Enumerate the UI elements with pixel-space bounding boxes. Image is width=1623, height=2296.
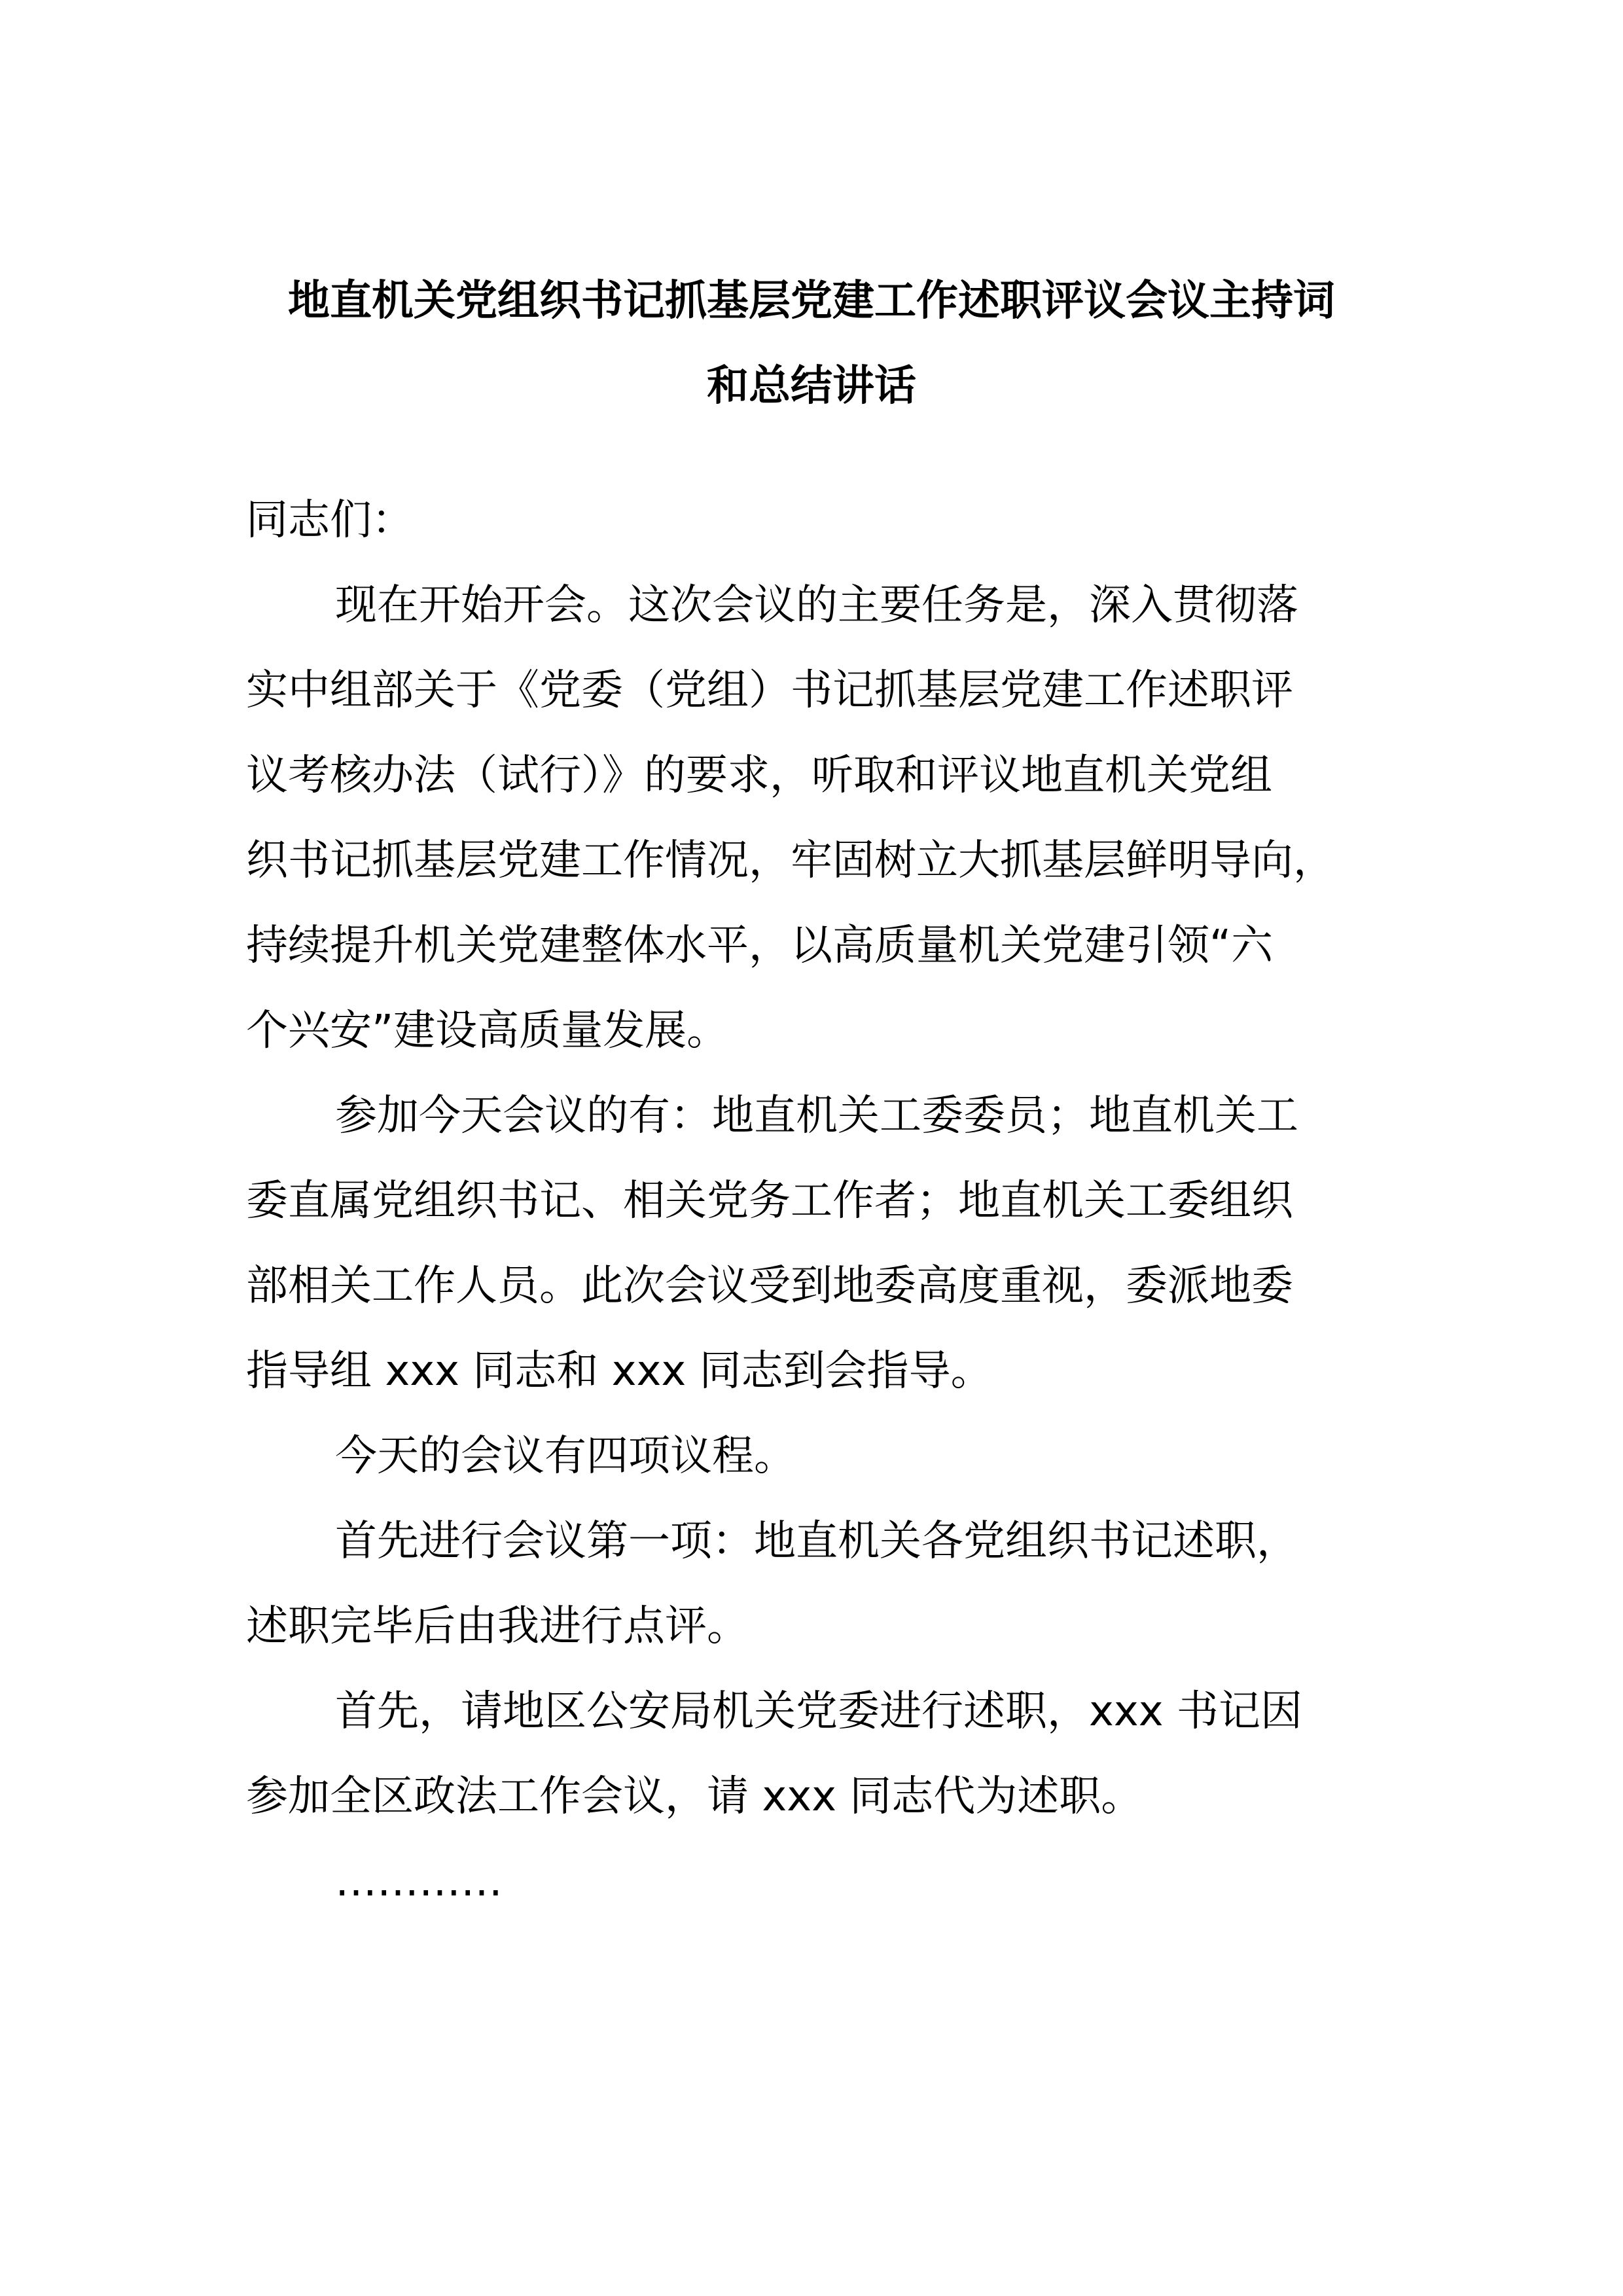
paragraph-first-report xyxy=(246,1669,1378,1839)
paragraph-item-one xyxy=(246,1499,1378,1669)
paragraph-line: 现在开始开会。这次会议的主要任务是，深入贯彻落 xyxy=(335,581,1298,630)
paragraph-line: 议考核办法（试行）》的要求，听取和评议地直机关党组 xyxy=(246,751,1272,800)
paragraph-line: 首先，请地区公安局机关党委进行述职，xxx 书记因 xyxy=(335,1687,1302,1736)
paragraph-line: 指导组 xxx 同志和 xxx 同志到会指导。 xyxy=(246,1347,993,1395)
paragraph-line: 个兴安”建设高质量发展。 xyxy=(246,1007,729,1055)
paragraph-line: 委直属党组织书记、相关党务工作者；地直机关工委组织 xyxy=(246,1177,1293,1225)
paragraph-line: 参加今天会议的有：地直机关工委委员；地直机关工 xyxy=(335,1092,1298,1140)
paragraph-line: 织书记抓基层党建工作情况，牢固树立大抓基层鲜明导向， xyxy=(246,836,1335,885)
paragraph-attendees xyxy=(246,1073,1378,1414)
paragraph-meeting-purpose xyxy=(246,563,1378,1073)
ellipsis: ………… xyxy=(335,1857,503,1906)
salutation: 同志们： xyxy=(246,496,414,545)
paragraph-agenda xyxy=(246,1414,1378,1499)
document-title xyxy=(246,259,1377,429)
paragraph-line: 今天的会议有四项议程。 xyxy=(335,1432,796,1480)
title-line-2: 和总结讲话 xyxy=(707,362,916,410)
paragraph-line: 参加全区政法工作会议，请 xxx 同志代为述职。 xyxy=(246,1772,1143,1821)
paragraph-line: 述职完毕后由我进行点评。 xyxy=(246,1602,749,1651)
paragraph-line: 部相关工作人员。此次会议受到地委高度重视，委派地委 xyxy=(246,1262,1293,1310)
document-body xyxy=(246,478,1378,1924)
paragraph-ellipsis xyxy=(246,1839,1378,1924)
title-line-1: 地直机关党组织书记抓基层党建工作述职评议会议主持词 xyxy=(288,277,1335,325)
paragraph-line: 持续提升机关党建整体水平，以高质量机关党建引领“六 xyxy=(246,922,1274,970)
paragraph-line: 实中组部关于《党委（党组）书记抓基层党建工作述职评 xyxy=(246,666,1293,715)
paragraph-line: 首先进行会议第一项：地直机关各党组织书记述职， xyxy=(335,1517,1298,1566)
